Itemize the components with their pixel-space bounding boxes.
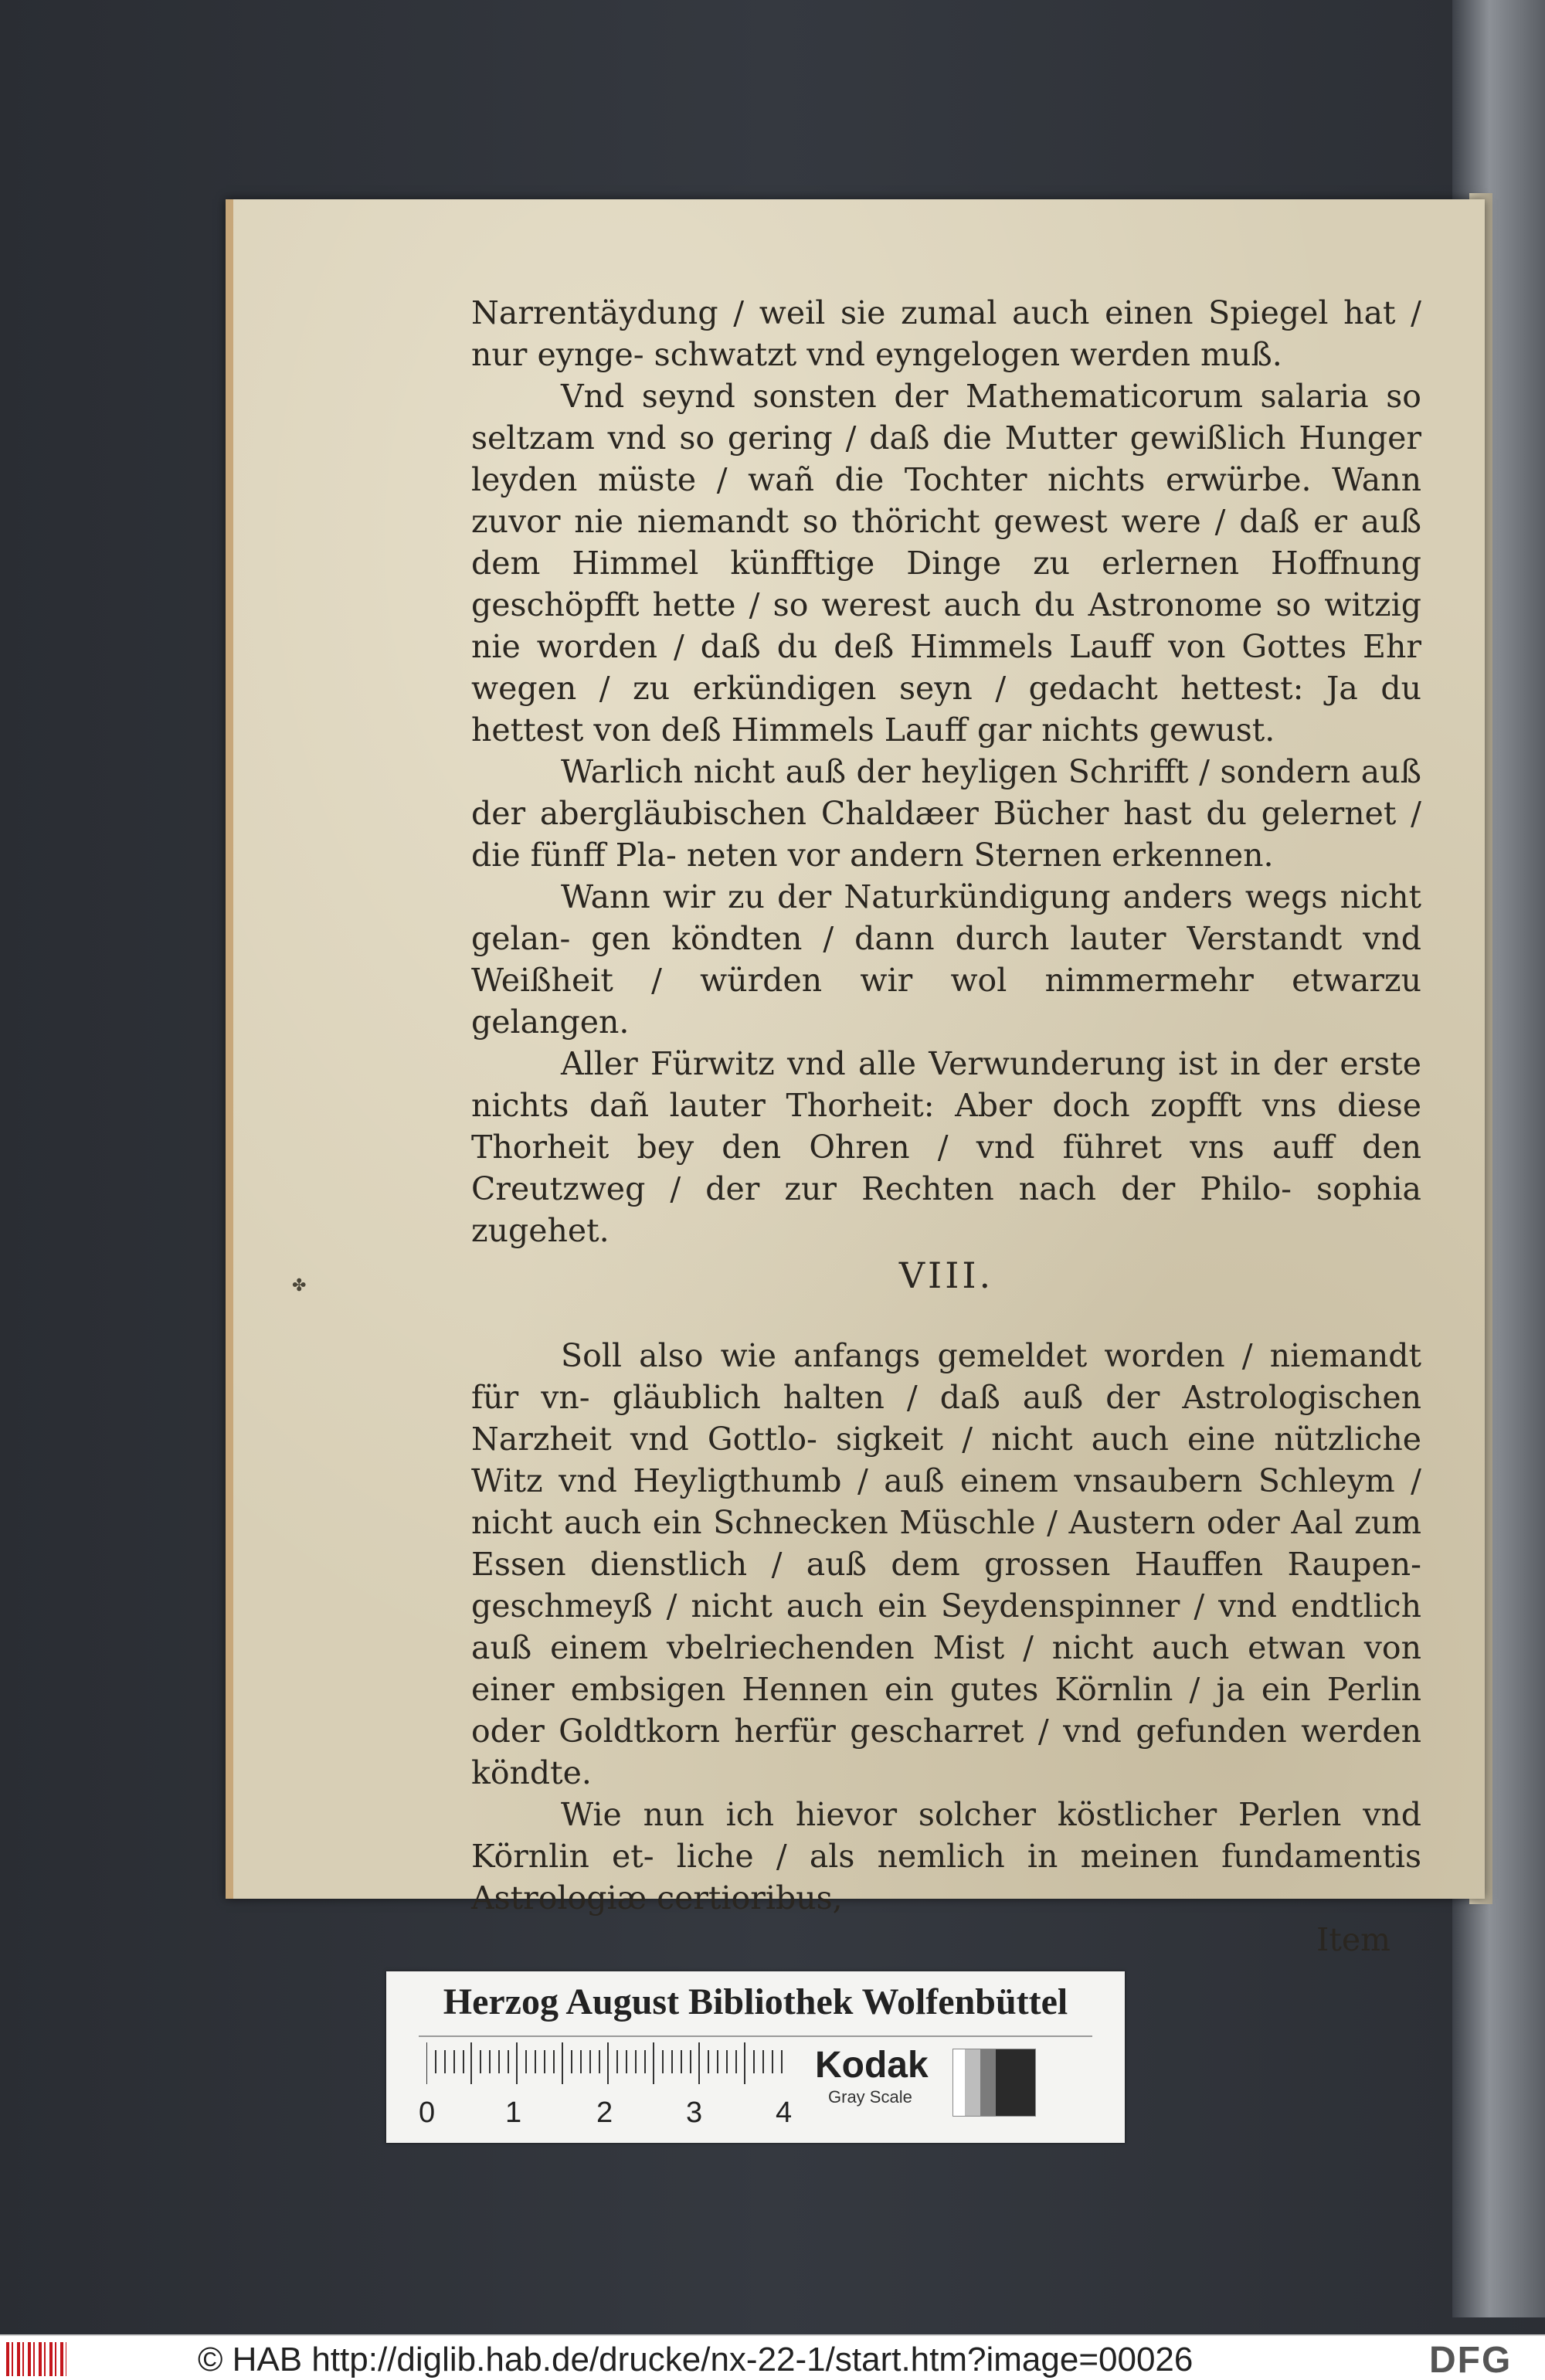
ruler-number: 3 <box>686 2097 703 2129</box>
barcode-icon <box>6 2342 66 2376</box>
copyright-link[interactable]: © HAB http://diglib.hab.de/drucke/nx-22-1/start.htm?image=00026 <box>198 2341 1194 2378</box>
paragraph: Aller Fürwitz vnd alle Verwunderung ist in der erste nichts dañ lauter Thorheit: Aber doch zopfft vns diese Thorheit bey den Ohren / vnd führet vns auff den Creutzweg / der zur Rechten nach der Philo- sophia zugehet. <box>471 1045 1421 1249</box>
kodak-logo: Kodak <box>815 2045 929 2086</box>
gray-scale-patch <box>952 2049 1036 2117</box>
ruler-number: 4 <box>776 2097 793 2129</box>
catchword: Item <box>1316 1921 1390 1958</box>
ruler-number: 1 <box>505 2097 522 2129</box>
paragraph: Warlich nicht auß der heyligen Schrifft / sondern auß der abergläubischen Chaldæer Bücher hast du gelernet / die fünff Pla- neten vor andern Sternen erkennen. <box>471 753 1421 874</box>
gray-scale-label: Gray Scale <box>828 2087 912 2107</box>
library-name: Herzog August Bibliothek Wolfenbüttel <box>443 1981 1068 2022</box>
paragraph: Wie nun ich hievor solcher köstlicher Perlen vnd Körnlin et- liche / als nemlich in meinen fundamentis Astrologiæ certioribus, <box>471 1796 1421 1917</box>
paragraph: Vnd seynd sonsten der Mathematicorum salaria so seltzam vnd so gering / daß die Mutter gewißlich Hunger leyden müste / wañ die Tochter nichts erwürbe. Wann zuvor nie niemandt so thöricht gewest were / daß er auß dem Himmel künfftige Dinge zu erlernen Hoffnung geschöpfft hette / so werest auch du Astronome so witzig nie worden / daß du deß Himmels Lauff von Gottes Ehr wegen / zu erkündigen seyn / gedacht hettest: Ja du hettest von deß Himmels Lauff gar nichts gewust. <box>471 378 1421 749</box>
footer-bar <box>0 2334 1545 2380</box>
ruler-icon <box>426 2042 789 2084</box>
card-divider <box>419 2035 1092 2037</box>
ruler-number: 0 <box>419 2097 436 2129</box>
paragraph: Narrentäydung / weil sie zumal auch einen Spiegel hat / nur eynge- schwatzt vnd eyngelogen werden muß. <box>471 294 1421 373</box>
ruler-number: 2 <box>596 2097 613 2129</box>
page-text <box>471 292 1421 1961</box>
paragraph: Wann wir zu der Naturkündigung anders wegs nicht gelan- gen köndten / dann durch lauter Verstandt vnd Weißheit / würden wir wol nimmermehr etwarzu gelangen. <box>471 878 1421 1041</box>
paragraph: Soll also wie anfangs gemeldet worden / niemandt für vn- gläublich halten / daß auß der Astrologischen Narzheit vnd Gottlo- sigkeit / nicht auch eine nützliche Witz vnd Heyligthumb / auß einem vnsaubern Schleym / nicht auch ein Schnecken Müschle / Austern oder Aal zum Essen dienstlich / auß dem grossen Hauffen Raupen- geschmeyß / nicht auch ein Seydenspinner / vnd endtlich auß einem vbelriechenden Mist / nicht auch etwan von einer embsigen Hennen ein gutes Körnlin / ja ein Perlin oder Goldtkorn herfür gescharret / vnd gefunden werden köndte. <box>471 1337 1421 1791</box>
dfg-logo: DFG <box>1429 2340 1513 2380</box>
color-scale-card <box>386 1971 1125 2143</box>
margin-mark: ✤ <box>292 1276 307 1295</box>
section-heading: VIII. <box>898 1255 994 1296</box>
